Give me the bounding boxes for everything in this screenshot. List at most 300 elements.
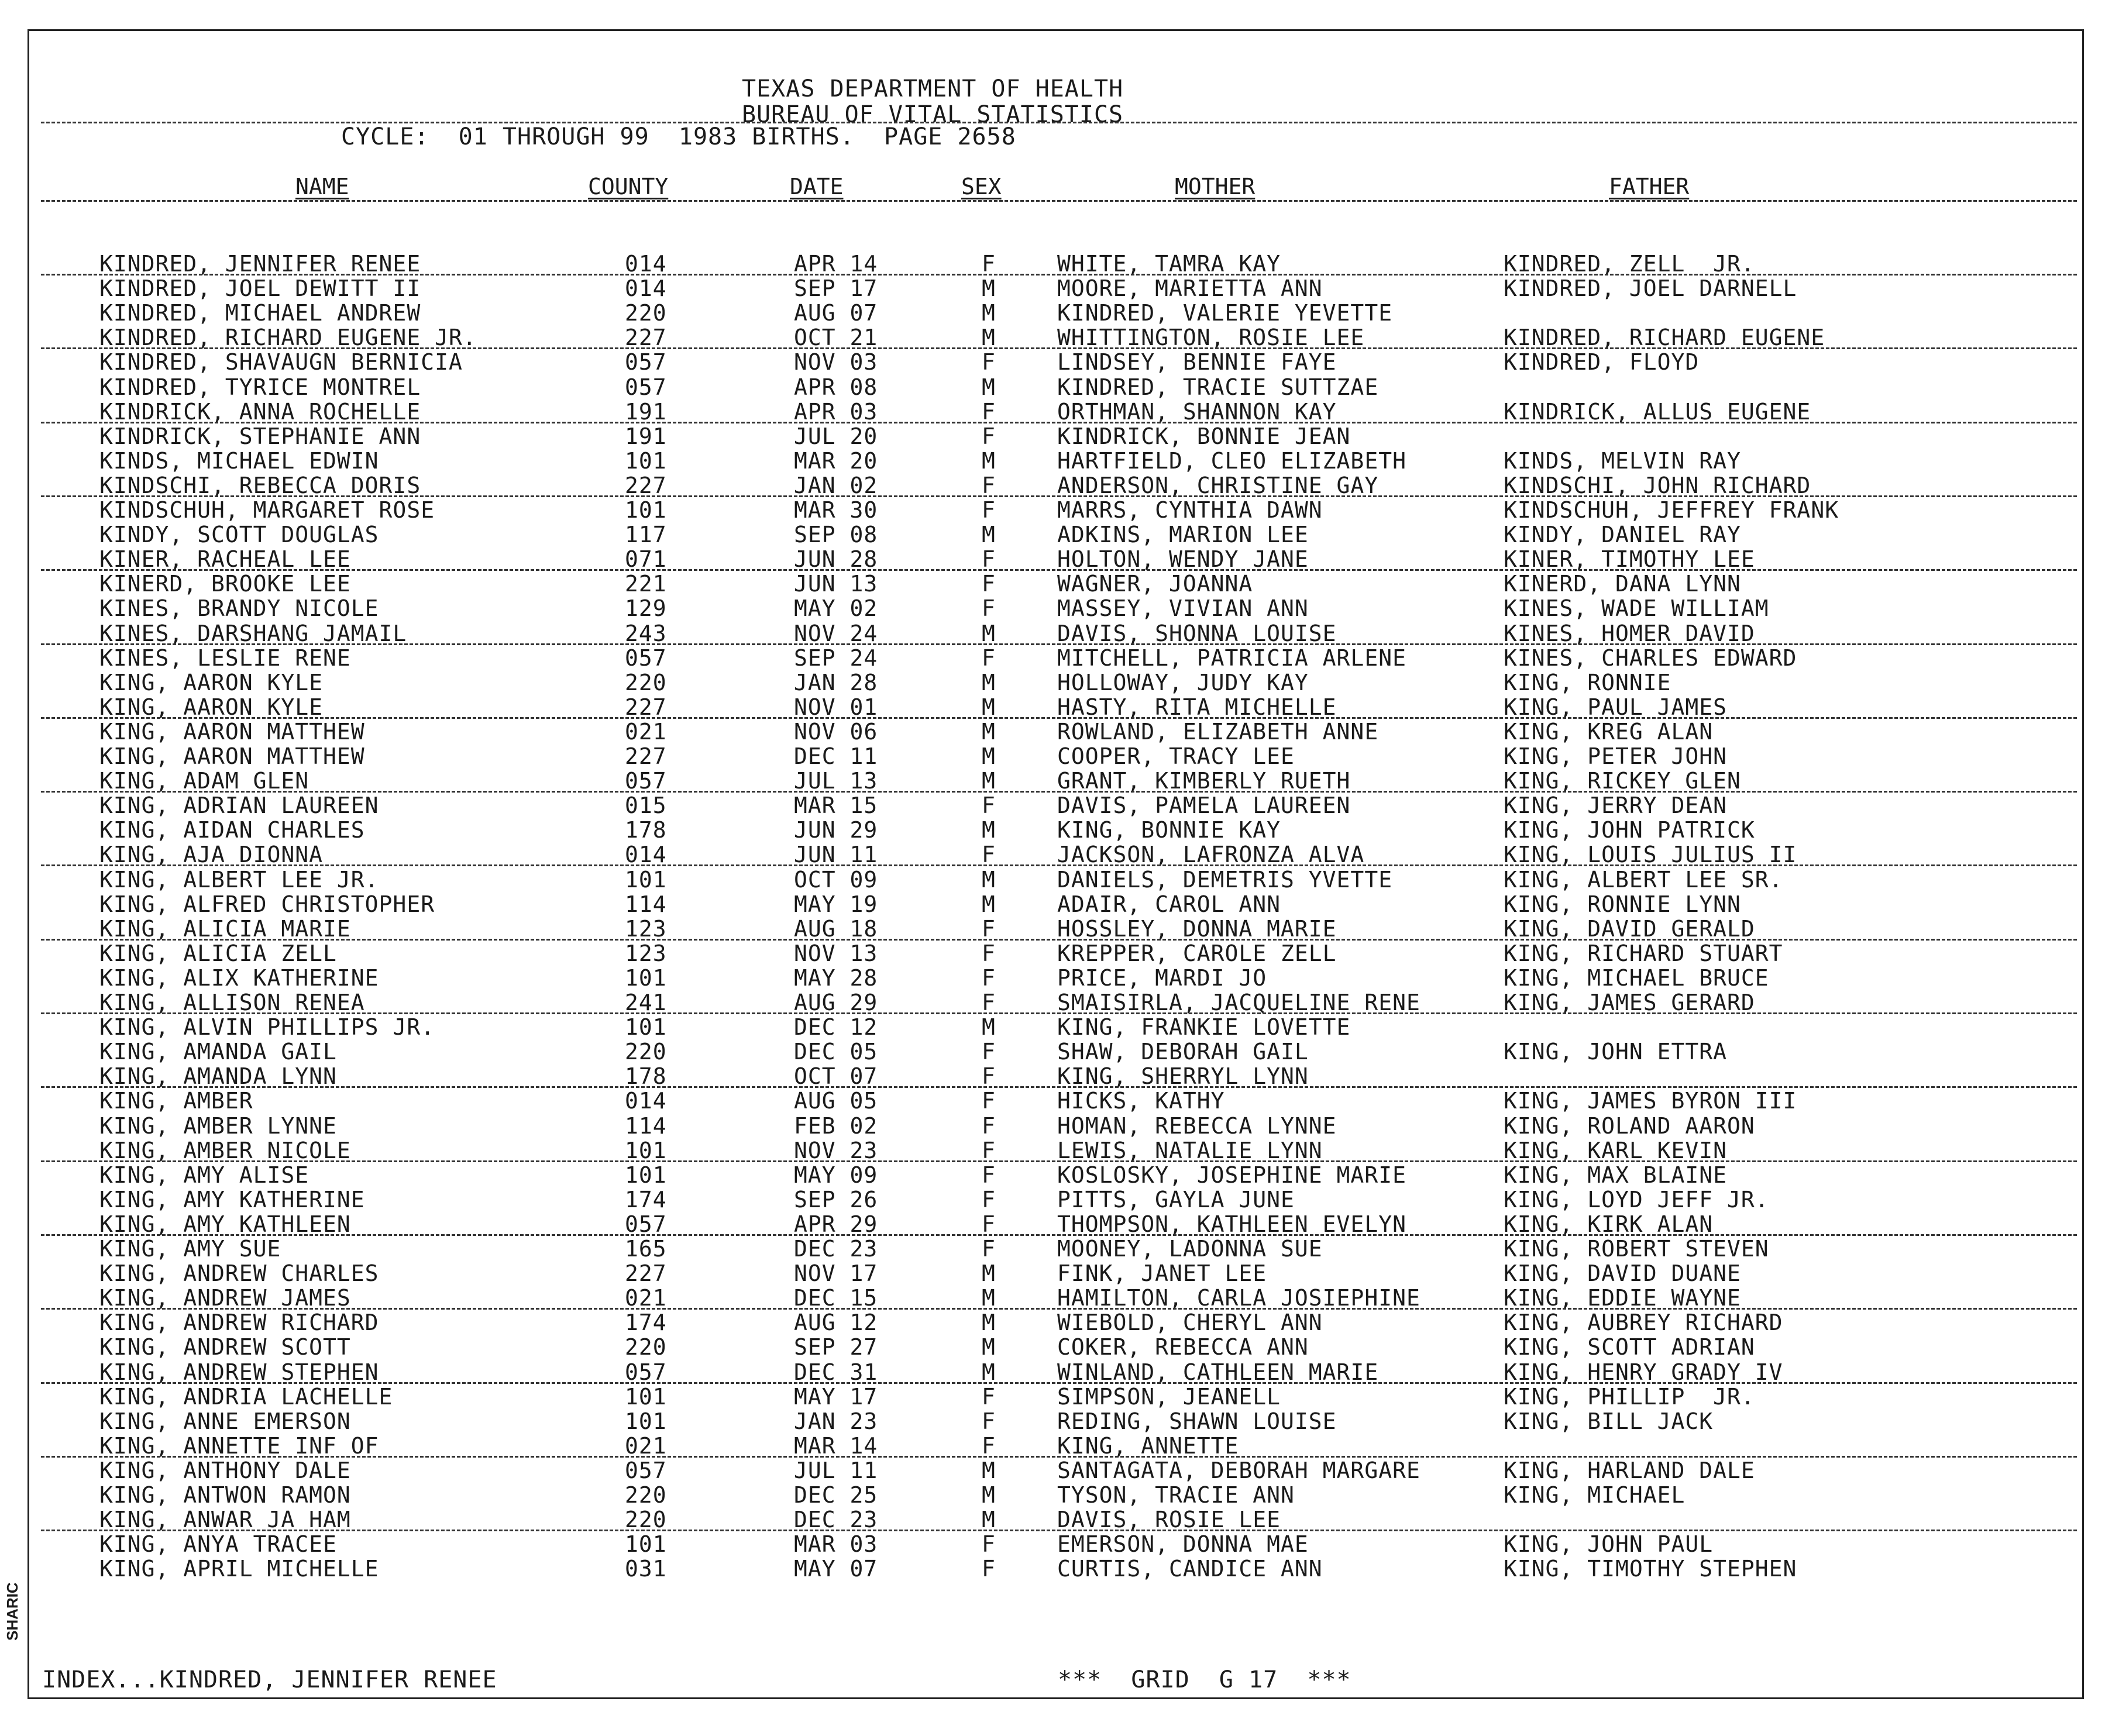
cell-mother: PITTS, GAYLA JUNE: [1057, 1186, 1295, 1213]
cell-father: KINES, HOMER DAVID: [1504, 620, 1755, 646]
cell-mother: JACKSON, LAFRONZA ALVA: [1057, 842, 1365, 868]
cell-name: KING, ANDREW CHARLES: [99, 1260, 379, 1287]
cell-name: KING, AARON MATTHEW: [99, 718, 365, 745]
table-row: [0, 917, 2112, 941]
cell-date: NOV 06: [794, 718, 878, 745]
cell-sex: M: [982, 694, 996, 720]
table-row: [0, 892, 2112, 917]
cell-name: KING, ANWAR JA HAM: [99, 1507, 351, 1533]
cell-sex: M: [982, 718, 996, 745]
cell-father: KING, ROLAND AARON: [1504, 1112, 1755, 1139]
cell-date: DEC 05: [794, 1039, 878, 1065]
cell-mother: HASTY, RITA MICHELLE: [1057, 694, 1337, 720]
cell-father: KINDRED, JOEL DARNELL: [1504, 275, 1797, 302]
cell-name: KING, AARON MATTHEW: [99, 743, 365, 769]
cell-father: KINDSCHI, JOHN RICHARD: [1504, 472, 1811, 498]
cell-date: NOV 17: [794, 1260, 878, 1287]
cell-sex: F: [982, 1063, 996, 1090]
cell-date: MAR 15: [794, 793, 878, 819]
cell-father: KINDSCHUH, JEFFREY FRANK: [1504, 497, 1839, 523]
table-row: [0, 1532, 2112, 1556]
cell-date: DEC 23: [794, 1507, 878, 1533]
cell-county: 021: [625, 1432, 667, 1459]
cell-county: 014: [625, 251, 667, 277]
table-row: [0, 596, 2112, 621]
cell-county: 101: [625, 1137, 667, 1163]
cell-name: KINDS, MICHAEL EDWIN: [99, 447, 379, 474]
cell-father: KING, ROBERT STEVEN: [1504, 1236, 1769, 1262]
table-row: [0, 1507, 2112, 1532]
cell-county: 101: [625, 866, 667, 893]
cell-father: KING, MAX BLAINE: [1504, 1162, 1728, 1188]
cell-sex: F: [982, 1236, 996, 1262]
cell-father: KINDRED, ZELL JR.: [1504, 251, 1755, 277]
cell-name: KING, ALFRED CHRISTOPHER: [99, 891, 435, 917]
cell-name: KINDSCHI, REBECCA DORIS: [99, 472, 421, 498]
cell-name: KING, AMBER LYNNE: [99, 1112, 337, 1139]
cell-sex: F: [982, 965, 996, 991]
cell-name: KING, ANYA TRACEE: [99, 1531, 337, 1558]
cell-name: KINDRICK, STEPHANIE ANN: [99, 423, 421, 449]
cell-mother: HAMILTON, CARLA JOSIEPHINE: [1057, 1285, 1420, 1311]
table-row: [0, 1212, 2112, 1236]
cell-county: 014: [625, 1088, 667, 1114]
cell-date: MAY 28: [794, 965, 878, 991]
cell-date: DEC 23: [794, 1236, 878, 1262]
cell-county: 178: [625, 1063, 667, 1090]
cell-mother: SMAISIRLA, JACQUELINE RENE: [1057, 990, 1420, 1015]
cell-father: KING, JERRY DEAN: [1504, 793, 1728, 819]
table-row: [0, 1434, 2112, 1458]
group-rule: [41, 864, 2077, 866]
cell-date: FEB 02: [794, 1112, 878, 1139]
cell-name: KING, ALICIA MARIE: [99, 915, 351, 942]
cell-name: KING, AMANDA LYNN: [99, 1063, 337, 1090]
cell-father: KINDY, DANIEL RAY: [1504, 522, 1741, 548]
cell-sex: F: [982, 497, 996, 523]
cell-sex: M: [982, 620, 996, 646]
cell-sex: F: [982, 842, 996, 868]
cell-name: KINES, BRANDY NICOLE: [99, 595, 379, 622]
cell-sex: F: [982, 1162, 996, 1188]
cell-mother: COOPER, TRACY LEE: [1057, 743, 1295, 769]
table-row: [0, 325, 2112, 350]
cell-county: 071: [625, 546, 667, 573]
cell-date: AUG 18: [794, 915, 878, 942]
cell-county: 220: [625, 300, 667, 326]
cell-father: KING, RONNIE LYNN: [1504, 891, 1741, 917]
cell-county: 015: [625, 793, 667, 819]
cell-date: MAR 20: [794, 447, 878, 474]
cell-date: JUN 13: [794, 571, 878, 597]
cell-name: KINDRED, JENNIFER RENEE: [99, 251, 421, 277]
cell-county: 220: [625, 1507, 667, 1533]
cell-sex: F: [982, 349, 996, 376]
cell-sex: M: [982, 1285, 996, 1311]
cell-father: KING, MICHAEL: [1504, 1482, 1686, 1508]
table-row: [0, 1360, 2112, 1384]
cell-county: 123: [625, 940, 667, 966]
cell-sex: M: [982, 1310, 996, 1336]
cell-date: SEP 24: [794, 645, 878, 671]
side-stamp: SHARIC: [4, 1582, 21, 1641]
table-row: [0, 424, 2112, 449]
cell-mother: HOLLOWAY, JUDY KAY: [1057, 669, 1309, 695]
cell-date: MAR 14: [794, 1432, 878, 1459]
cell-name: KING, AMBER NICOLE: [99, 1137, 351, 1163]
cell-name: KING, AMY KATHLEEN: [99, 1211, 351, 1237]
table-row: [0, 744, 2112, 769]
cell-county: 220: [625, 1039, 667, 1065]
table-row: [0, 1483, 2112, 1507]
table-row: [0, 842, 2112, 867]
cell-sex: M: [982, 817, 996, 843]
cell-sex: F: [982, 1088, 996, 1114]
cell-mother: MASSEY, VIVIAN ANN: [1057, 595, 1309, 622]
cell-sex: F: [982, 645, 996, 671]
cell-sex: F: [982, 1137, 996, 1163]
cell-name: KINDRED, TYRICE MONTREL: [99, 374, 421, 400]
cell-father: KING, DAVID GERALD: [1504, 915, 1755, 942]
cell-mother: ANDERSON, CHRISTINE GAY: [1057, 472, 1379, 498]
cycle-line: CYCLE: 01 THROUGH 99 1983 BIRTHS. PAGE 2658: [341, 123, 1016, 150]
table-row: [0, 1039, 2112, 1064]
cell-sex: M: [982, 743, 996, 769]
cell-date: AUG 29: [794, 990, 878, 1015]
cell-county: 191: [625, 398, 667, 425]
cell-father: KING, KIRK ALAN: [1504, 1211, 1714, 1237]
cell-father: KINES, WADE WILLIAM: [1504, 595, 1769, 622]
cell-sex: F: [982, 546, 996, 573]
cell-name: KING, ALBERT LEE JR.: [99, 866, 379, 893]
cell-sex: M: [982, 1482, 996, 1508]
cell-county: 101: [625, 447, 667, 474]
cell-sex: M: [982, 1507, 996, 1533]
cell-name: KING, ANDREW SCOTT: [99, 1334, 351, 1360]
cell-father: KING, RONNIE: [1504, 669, 1671, 695]
cell-date: NOV 24: [794, 620, 878, 646]
cell-mother: COKER, REBECCA ANN: [1057, 1334, 1309, 1360]
cell-sex: F: [982, 251, 996, 277]
cell-father: KING, RICKEY GLEN: [1504, 768, 1741, 794]
table-row: [0, 793, 2112, 818]
cell-mother: ROWLAND, ELIZABETH ANNE: [1057, 718, 1379, 745]
cell-sex: F: [982, 1383, 996, 1410]
table-row: [0, 252, 2112, 276]
cell-name: KING, AMBER: [99, 1088, 253, 1114]
cell-father: KING, KREG ALAN: [1504, 718, 1714, 745]
cell-mother: MARRS, CYNTHIA DAWN: [1057, 497, 1323, 523]
cell-county: 101: [625, 1531, 667, 1558]
cell-county: 057: [625, 645, 667, 671]
cell-sex: F: [982, 571, 996, 597]
cell-mother: REDING, SHAWN LOUISE: [1057, 1408, 1337, 1434]
cell-mother: WAGNER, JOANNA: [1057, 571, 1253, 597]
table-row: [0, 1114, 2112, 1138]
cell-mother: CURTIS, CANDICE ANN: [1057, 1556, 1323, 1582]
table-row: [0, 1458, 2112, 1483]
grid-label: *** GRID G 17 ***: [1058, 1666, 1351, 1693]
cell-name: KING, AMANDA GAIL: [99, 1039, 337, 1065]
cell-date: SEP 17: [794, 275, 878, 302]
cell-date: OCT 07: [794, 1063, 878, 1090]
cell-date: NOV 03: [794, 349, 878, 376]
cell-date: JUL 20: [794, 423, 878, 449]
cell-father: KINDRED, FLOYD: [1504, 349, 1700, 376]
cell-date: APR 08: [794, 374, 878, 400]
cell-name: KINES, DARSHANG JAMAIL: [99, 620, 407, 646]
cell-name: KING, ANTWON RAMON: [99, 1482, 351, 1508]
table-row: [0, 547, 2112, 571]
cell-sex: F: [982, 398, 996, 425]
cell-name: KINDRICK, ANNA ROCHELLE: [99, 398, 421, 425]
cell-mother: THOMPSON, KATHLEEN EVELYN: [1057, 1211, 1406, 1237]
cell-county: 101: [625, 1408, 667, 1434]
cell-name: KINDY, SCOTT DOUGLAS: [99, 522, 379, 548]
cell-date: MAR 30: [794, 497, 878, 523]
cell-sex: M: [982, 1457, 996, 1483]
cell-county: 241: [625, 990, 667, 1015]
col-head-name: NAME: [295, 174, 349, 199]
cell-father: KINES, CHARLES EDWARD: [1504, 645, 1797, 671]
table-row: [0, 769, 2112, 793]
bureau-title: BUREAU OF VITAL STATISTICS: [742, 101, 1124, 128]
cell-father: KING, PHILLIP JR.: [1504, 1383, 1755, 1410]
cell-county: 178: [625, 817, 667, 843]
cell-father: KING, DAVID DUANE: [1504, 1260, 1741, 1287]
cell-mother: MITCHELL, PATRICIA ARLENE: [1057, 645, 1406, 671]
cell-mother: FINK, JANET LEE: [1057, 1260, 1267, 1287]
cell-mother: SANTAGATA, DEBORAH MARGARE: [1057, 1457, 1420, 1483]
cell-sex: F: [982, 1556, 996, 1582]
cell-father: KING, AUBREY RICHARD: [1504, 1310, 1783, 1336]
cell-name: KING, AARON KYLE: [99, 694, 324, 720]
cell-father: KING, TIMOTHY STEPHEN: [1504, 1556, 1797, 1582]
cell-date: DEC 15: [794, 1285, 878, 1311]
cell-name: KING, ALLISON RENEA: [99, 990, 365, 1015]
cell-county: 227: [625, 325, 667, 351]
cell-father: KING, JAMES GERARD: [1504, 990, 1755, 1015]
cell-county: 227: [625, 1260, 667, 1287]
table-row: [0, 399, 2112, 424]
cell-mother: DAVIS, ROSIE LEE: [1057, 1507, 1281, 1533]
table-row: [0, 498, 2112, 522]
cell-father: KINDRICK, ALLUS EUGENE: [1504, 398, 1811, 425]
table-row: [0, 449, 2112, 473]
cell-date: AUG 12: [794, 1310, 878, 1336]
cell-date: MAY 19: [794, 891, 878, 917]
cell-sex: M: [982, 325, 996, 351]
cell-sex: M: [982, 768, 996, 794]
cell-father: KING, KARL KEVIN: [1504, 1137, 1728, 1163]
table-row: [0, 621, 2112, 646]
table-row: [0, 276, 2112, 301]
cell-sex: M: [982, 522, 996, 548]
cell-name: KING, ANTHONY DALE: [99, 1457, 351, 1483]
cell-name: KINDRED, RICHARD EUGENE JR.: [99, 325, 477, 351]
table-row: [0, 941, 2112, 966]
cell-county: 165: [625, 1236, 667, 1262]
cell-mother: HOMAN, REBECCA LYNNE: [1057, 1112, 1337, 1139]
cell-county: 227: [625, 694, 667, 720]
table-row: [0, 719, 2112, 744]
cell-date: JAN 23: [794, 1408, 878, 1434]
cell-father: KING, LOUIS JULIUS II: [1504, 842, 1797, 868]
cell-county: 057: [625, 1211, 667, 1237]
cell-date: NOV 13: [794, 940, 878, 966]
table-row: [0, 1384, 2112, 1409]
cell-mother: ADAIR, CAROL ANN: [1057, 891, 1281, 917]
cell-county: 220: [625, 1334, 667, 1360]
cell-name: KING, ADAM GLEN: [99, 768, 309, 794]
cell-name: KING, ALVIN PHILLIPS JR.: [99, 1014, 435, 1041]
cell-mother: EMERSON, DONNA MAE: [1057, 1531, 1309, 1558]
cell-county: 227: [625, 472, 667, 498]
col-head-county: COUNTY: [588, 174, 669, 199]
cell-father: KING, HENRY GRADY IV: [1504, 1359, 1783, 1385]
table-row: [0, 990, 2112, 1015]
cell-date: AUG 05: [794, 1088, 878, 1114]
cell-county: 243: [625, 620, 667, 646]
cell-sex: F: [982, 472, 996, 498]
cell-mother: LINDSEY, BENNIE FAYE: [1057, 349, 1337, 376]
cell-county: 101: [625, 497, 667, 523]
cell-county: 021: [625, 718, 667, 745]
cell-mother: DANIELS, DEMETRIS YVETTE: [1057, 866, 1393, 893]
cell-father: KING, JOHN ETTRA: [1504, 1039, 1728, 1065]
cell-father: KING, EDDIE WAYNE: [1504, 1285, 1741, 1311]
cell-date: DEC 12: [794, 1014, 878, 1041]
cell-name: KING, ANDREW JAMES: [99, 1285, 351, 1311]
cell-mother: WINLAND, CATHLEEN MARIE: [1057, 1359, 1379, 1385]
cell-father: KING, JAMES BYRON III: [1504, 1088, 1797, 1114]
cell-date: NOV 01: [794, 694, 878, 720]
cell-name: KING, AJA DIONNA: [99, 842, 324, 868]
cell-date: JAN 28: [794, 669, 878, 695]
cell-father: KING, SCOTT ADRIAN: [1504, 1334, 1755, 1360]
cell-county: 101: [625, 965, 667, 991]
cell-county: 220: [625, 1482, 667, 1508]
cell-mother: SIMPSON, JEANELL: [1057, 1383, 1281, 1410]
cell-mother: HOSSLEY, DONNA MARIE: [1057, 915, 1337, 942]
cell-mother: LEWIS, NATALIE LYNN: [1057, 1137, 1323, 1163]
cell-name: KING, AMY KATHERINE: [99, 1186, 365, 1213]
cell-name: KING, ALIX KATHERINE: [99, 965, 379, 991]
cell-name: KING, APRIL MICHELLE: [99, 1556, 379, 1582]
cell-name: KING, AARON KYLE: [99, 669, 324, 695]
table-row: [0, 350, 2112, 374]
cell-name: KINDSCHUH, MARGARET ROSE: [99, 497, 435, 523]
cell-father: KINER, TIMOTHY LEE: [1504, 546, 1755, 573]
cell-county: 129: [625, 595, 667, 622]
cell-county: 031: [625, 1556, 667, 1582]
cell-county: 057: [625, 1457, 667, 1483]
cell-county: 174: [625, 1310, 667, 1336]
cell-name: KING, ANNETTE INF OF: [99, 1432, 379, 1459]
cell-father: KING, MICHAEL BRUCE: [1504, 965, 1769, 991]
table-row: [0, 1064, 2112, 1089]
cell-sex: F: [982, 990, 996, 1015]
index-label: INDEX...KINDRED, JENNIFER RENEE: [42, 1666, 497, 1693]
cell-date: DEC 11: [794, 743, 878, 769]
cell-name: KING, ADRIAN LAUREEN: [99, 793, 379, 819]
cell-sex: F: [982, 1211, 996, 1237]
cell-mother: DAVIS, PAMELA LAUREEN: [1057, 793, 1351, 819]
cell-name: KING, ANNE EMERSON: [99, 1408, 351, 1434]
cell-name: KING, ANDRIA LACHELLE: [99, 1383, 393, 1410]
cell-mother: KINDRICK, BONNIE JEAN: [1057, 423, 1351, 449]
cell-county: 117: [625, 522, 667, 548]
table-row: [0, 473, 2112, 498]
cell-sex: F: [982, 1432, 996, 1459]
cell-mother: KING, BONNIE KAY: [1057, 817, 1281, 843]
col-head-father: FATHER: [1609, 174, 1690, 199]
cell-date: MAY 09: [794, 1162, 878, 1188]
cell-date: APR 29: [794, 1211, 878, 1237]
cell-date: OCT 21: [794, 325, 878, 351]
cell-date: APR 14: [794, 251, 878, 277]
cell-mother: HICKS, KATHY: [1057, 1088, 1225, 1114]
cell-sex: M: [982, 1334, 996, 1360]
cell-date: MAY 17: [794, 1383, 878, 1410]
cell-name: KING, ANDREW RICHARD: [99, 1310, 379, 1336]
cell-sex: M: [982, 1359, 996, 1385]
cell-date: SEP 26: [794, 1186, 878, 1213]
cell-name: KING, AMY SUE: [99, 1236, 281, 1262]
cell-sex: M: [982, 1260, 996, 1287]
cell-sex: M: [982, 275, 996, 302]
cell-county: 114: [625, 1112, 667, 1139]
cell-father: KING, PETER JOHN: [1504, 743, 1728, 769]
cell-county: 057: [625, 374, 667, 400]
cell-mother: MOONEY, LADONNA SUE: [1057, 1236, 1323, 1262]
cell-county: 101: [625, 1014, 667, 1041]
cell-date: NOV 23: [794, 1137, 878, 1163]
cell-sex: F: [982, 793, 996, 819]
cell-date: APR 03: [794, 398, 878, 425]
cell-county: 057: [625, 768, 667, 794]
table-row: [0, 1138, 2112, 1163]
table-row: [0, 301, 2112, 325]
cell-name: KING, ANDREW STEPHEN: [99, 1359, 379, 1385]
group-rule: [41, 1530, 2077, 1531]
cell-mother: KINDRED, VALERIE YEVETTE: [1057, 300, 1393, 326]
col-head-mother: MOTHER: [1175, 174, 1255, 199]
cell-date: JAN 02: [794, 472, 878, 498]
cell-county: 220: [625, 669, 667, 695]
cell-county: 114: [625, 891, 667, 917]
cell-county: 227: [625, 743, 667, 769]
cell-mother: ADKINS, MARION LEE: [1057, 522, 1309, 548]
table-row: [0, 1310, 2112, 1335]
cell-name: KING, AIDAN CHARLES: [99, 817, 365, 843]
cell-sex: F: [982, 1408, 996, 1434]
cell-father: KING, HARLAND DALE: [1504, 1457, 1755, 1483]
cell-mother: ORTHMAN, SHANNON KAY: [1057, 398, 1337, 425]
table-row: [0, 1187, 2112, 1212]
cell-mother: KINDRED, TRACIE SUTTZAE: [1057, 374, 1379, 400]
table-row: [0, 571, 2112, 596]
cell-sex: M: [982, 447, 996, 474]
cell-county: 021: [625, 1285, 667, 1311]
table-row: [0, 695, 2112, 719]
cell-sex: F: [982, 595, 996, 622]
cell-mother: TYSON, TRACIE ANN: [1057, 1482, 1295, 1508]
cell-county: 191: [625, 423, 667, 449]
cell-father: KINERD, DANA LYNN: [1504, 571, 1741, 597]
cell-mother: KING, FRANKIE LOVETTE: [1057, 1014, 1351, 1041]
table-row: [0, 1015, 2112, 1039]
